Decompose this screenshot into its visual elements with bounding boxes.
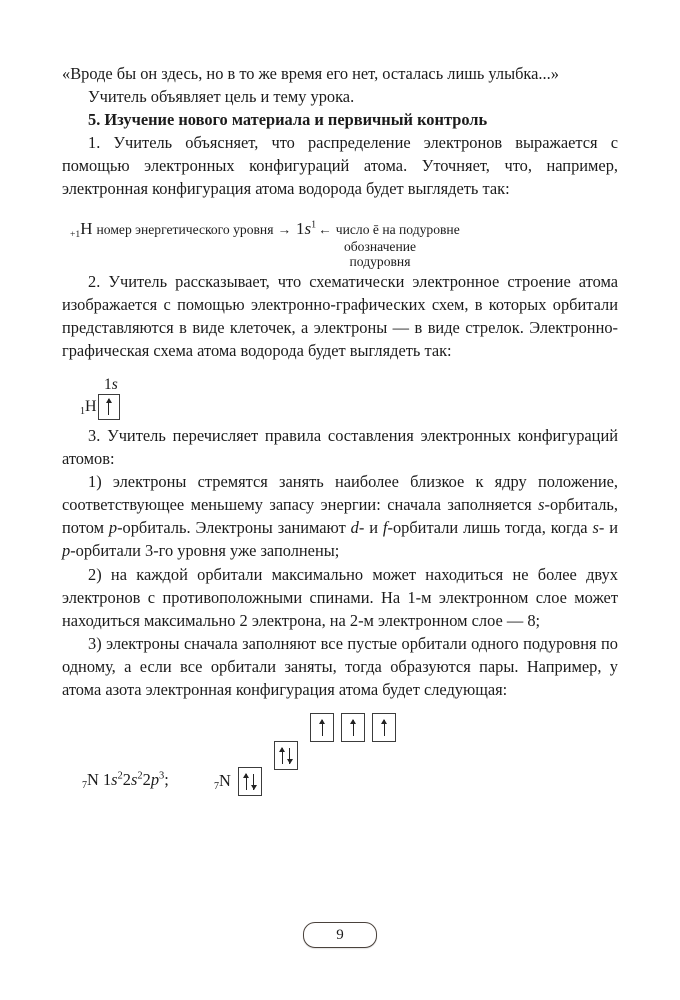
charge-subscript: +1 (70, 228, 81, 240)
orbital-notation (296, 218, 316, 239)
rule-1-orbital-s2: s (592, 518, 599, 538)
hydrogen-orbital-label (104, 376, 118, 394)
section-heading: 5. Изучение нового материала и первичный контроль (88, 110, 488, 130)
formula-main-line (70, 218, 460, 239)
hydrogen-atomic-number: 1 (80, 405, 85, 417)
orbital-letter: s (304, 218, 312, 238)
rule-1-text-a: 1) электроны стремятся занять наиболее близкое к ядру положение, соответствующее меньшему запасу энергии: сначала заполняется (62, 472, 618, 515)
cfg-1-letter: s (111, 770, 118, 790)
hydrogen-diagram-row (80, 394, 120, 420)
cfg-3-sup: 3 (159, 770, 165, 782)
hydrogen-orbital-label-number: 1 (104, 375, 112, 393)
arrow-up-icon (243, 773, 250, 791)
arrow-left-icon: ← (318, 221, 332, 237)
sublevel-annotation-line-1: обозначение (343, 238, 417, 254)
quote-paragraph: «Вроде бы он здесь, но в то же время его нет, осталась лишь улыбка...» (62, 64, 559, 83)
nitrogen-config-trailing: ; (164, 770, 169, 790)
item-1-paragraph: 1. Учитель объясняет, что распределение электронов выражается с помощью электронных конфигураций атома. Уточняет, что, например, электронная конфигурация атома водорода будет выглядеть так: (62, 133, 618, 199)
rule-1-paragraph (62, 470, 618, 562)
orbital-number: 1 (296, 218, 305, 238)
cfg-1-n: 1 (102, 770, 112, 790)
arrow-down-icon (286, 747, 293, 765)
hydrogen-orbital-label-letter: s (111, 375, 118, 393)
orbital-cell-arrows (311, 714, 333, 741)
arrow-right-icon: → (277, 221, 292, 237)
arrow-up-icon (319, 719, 326, 737)
hydrogen-orbital-diagram (62, 376, 618, 424)
cfg-2-letter: s (131, 770, 138, 790)
orbital-cell-1s (98, 394, 120, 420)
rule-1-orbital-p2: p (62, 541, 71, 561)
nitrogen-orbital-diagram (214, 709, 434, 805)
item-2-paragraph: 2. Учитель рассказывает, что схематически электронное строение атома изображается с помощью электронно-графических схем, в которых орбитали представляются в виде клеточек, а электроны — в виде стрелок. Электронно-графическая схема атома водорода будет выглядеть так: (62, 271, 618, 360)
rule-2-paragraph: 2) на каждой орбитали максимально может находиться не более двух электронов с противоположными спинами. На 1-м электронном слое может находиться максимально 2 электрона, на 2-м электронном слое — 8; (62, 564, 618, 630)
orbital-cell-2s (274, 741, 298, 770)
hydrogen-atom-symbol: Н (85, 397, 97, 415)
orbital-cell-2p-z (372, 713, 396, 742)
hydrogen-configuration-formula (62, 218, 618, 270)
page-number-badge: 9 (303, 922, 377, 948)
orbital-cell-2p-y (341, 713, 365, 742)
orbital-cell-arrows (99, 395, 119, 419)
cfg-1-sup: 2 (117, 770, 123, 782)
nitrogen-config-1s2 (103, 770, 123, 789)
hydrogen-atom-label (80, 398, 97, 416)
cfg-2-n: 2 (122, 770, 131, 790)
rule-1-orbital-f: f (382, 518, 388, 538)
rule-1-text-f: - и (598, 518, 618, 538)
electron-count-label: число ē на подуровне (335, 221, 460, 237)
rule-1-orbital-p: p (108, 518, 118, 538)
rule-1-text-g: -орбитали 3-го уровня уже заполнены; (70, 541, 340, 561)
nitrogen-block (62, 709, 618, 805)
orbital-cell-arrows (342, 714, 364, 741)
cfg-2-sup: 2 (137, 770, 143, 782)
nitrogen-config-symbol: N (87, 770, 99, 790)
nitrogen-atom-label (214, 771, 231, 791)
cfg-3-n: 2 (142, 770, 151, 790)
orbital-cell-arrows (275, 742, 297, 769)
sublevel-annotation-line-2: подуровня (349, 254, 411, 270)
element-symbol: Н (80, 218, 93, 238)
arrow-down-icon (250, 773, 257, 791)
rule-1-orbital-s: s (538, 495, 545, 515)
item-3-paragraph: 3. Учитель перечисляет правила составления электронных конфигураций атомов: (62, 425, 618, 469)
nitrogen-atomic-number: 7 (214, 781, 219, 793)
arrow-up-icon (381, 719, 388, 737)
sublevel-annotation (320, 239, 440, 270)
cfg-3-letter: p (150, 770, 160, 790)
orbital-cell-arrows (373, 714, 395, 741)
page-content (62, 62, 618, 805)
teacher-announces-paragraph: Учитель объявляет цель и тему урока. (88, 87, 355, 107)
orbital-cell-1s (238, 767, 262, 796)
rule-1-text-b: -орбиталь, потом (62, 495, 618, 538)
nitrogen-config-2s2 (123, 770, 143, 789)
energy-level-label: номер энергетического уровня (96, 221, 274, 237)
orbital-cell-2p-x (310, 713, 334, 742)
nitrogen-atom-symbol: N (219, 771, 231, 791)
orbital-superscript: 1 (311, 218, 317, 230)
nitrogen-configuration-text (82, 770, 169, 790)
arrow-up-icon (279, 747, 286, 765)
nitrogen-config-2p3 (143, 770, 165, 789)
rule-1-orbital-d: d (350, 518, 359, 538)
rule-1-text-e: -орбитали лишь тогда, когда (387, 518, 593, 538)
arrow-up-icon (350, 719, 357, 737)
rule-1-text-d: - и (358, 518, 383, 538)
nitrogen-config-atomic-number: 7 (82, 780, 87, 792)
orbital-cell-arrows (239, 768, 261, 795)
rule-1-text-c: -орбиталь. Электроны занимают (117, 518, 351, 538)
rule-3-paragraph: 3) электроны сначала заполняют все пустые орбитали одного подуровня по одному, а если все орбитали заняты, тогда образуются пары. Например, у атома азота электронная конфигурация атома будет следующая: (62, 633, 618, 699)
arrow-up-icon (105, 398, 112, 416)
